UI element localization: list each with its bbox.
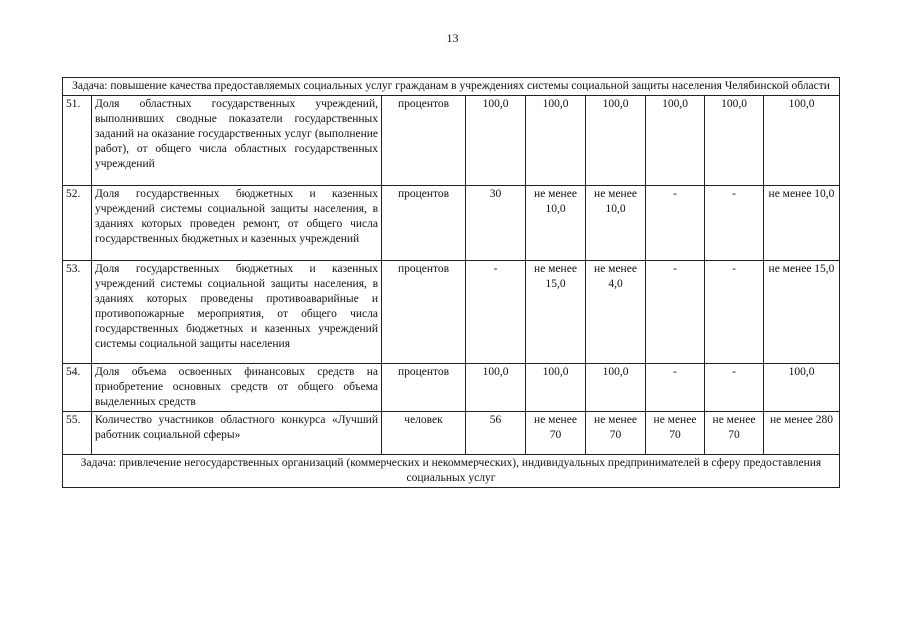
row-unit: процентов [382,95,466,185]
row-value: не менее 70 [526,411,586,454]
row-value: 30 [466,185,526,260]
row-description: Доля государственных бюджетных и казенных учреждений системы социальной защиты населения, в зданиях которых проведены противоаварийные и противопожарные мероприятия, от общего числа государственных бюджетных и казенных учреждений системы социальной защиты населения [92,260,382,363]
row-value: - [705,185,764,260]
row-unit: человек [382,411,466,454]
row-number: 55. [63,411,92,454]
row-value: не менее 10,0 [526,185,586,260]
row-value: не менее 15,0 [526,260,586,363]
table-row [63,363,840,411]
row-number: 52. [63,185,92,260]
row-value: - [646,185,705,260]
row-description: Доля объема освоенных финансовых средств на приобретение основных средств от общего объема выделенных средств [92,363,382,411]
row-value: не менее 70 [705,411,764,454]
row-value: 100,0 [705,95,764,185]
row-number: 54. [63,363,92,411]
row-description: Доля государственных бюджетных и казенных учреждений системы социальной защиты населения, в зданиях которых проведен ремонт, от общего числа государственных бюджетных и казенных учреждений [92,185,382,260]
row-value: - [705,260,764,363]
table-row [63,185,840,260]
row-number: 51. [63,95,92,185]
row-unit: процентов [382,185,466,260]
row-value: 100,0 [764,363,840,411]
row-value: не менее 70 [586,411,646,454]
row-value: 100,0 [466,95,526,185]
row-value: 56 [466,411,526,454]
row-value: - [705,363,764,411]
row-value: 100,0 [526,95,586,185]
task-top: Задача: повышение качества предоставляемых социальных услуг гражданам в учреждениях системы социальной защиты населения Челябинской области [63,78,840,96]
row-value: не менее 280 [764,411,840,454]
task-header-row [63,78,840,96]
row-value: не менее 70 [646,411,705,454]
table-row [63,95,840,185]
row-value: не менее 15,0 [764,260,840,363]
row-value: не менее 10,0 [586,185,646,260]
row-number: 53. [63,260,92,363]
row-value: - [466,260,526,363]
table-row [63,260,840,363]
indicators-table [62,77,840,488]
row-unit: процентов [382,363,466,411]
row-description: Доля областных государственных учреждений, выполнивших сводные показатели государственных заданий на оказание государственных услуг (выполнение работ), от общего числа областных государственных учреждений [92,95,382,185]
page-number: 13 [446,31,459,45]
task-bottom: Задача: привлечение негосударственных организаций (коммерческих и некоммерческих), индивидуальных предпринимателей в сферу предоставления социальных услуг [63,454,840,487]
row-unit: процентов [382,260,466,363]
row-value: 100,0 [764,95,840,185]
row-value: 100,0 [586,95,646,185]
row-value: 100,0 [526,363,586,411]
row-value: - [646,363,705,411]
row-value: 100,0 [586,363,646,411]
row-value: - [646,260,705,363]
table-row [63,411,840,454]
row-description: Количество участников областного конкурса «Лучший работник социальной сферы» [92,411,382,454]
row-value: не менее 10,0 [764,185,840,260]
task-footer-row [63,454,840,487]
row-value: не менее 4,0 [586,260,646,363]
row-value: 100,0 [466,363,526,411]
row-value: 100,0 [646,95,705,185]
